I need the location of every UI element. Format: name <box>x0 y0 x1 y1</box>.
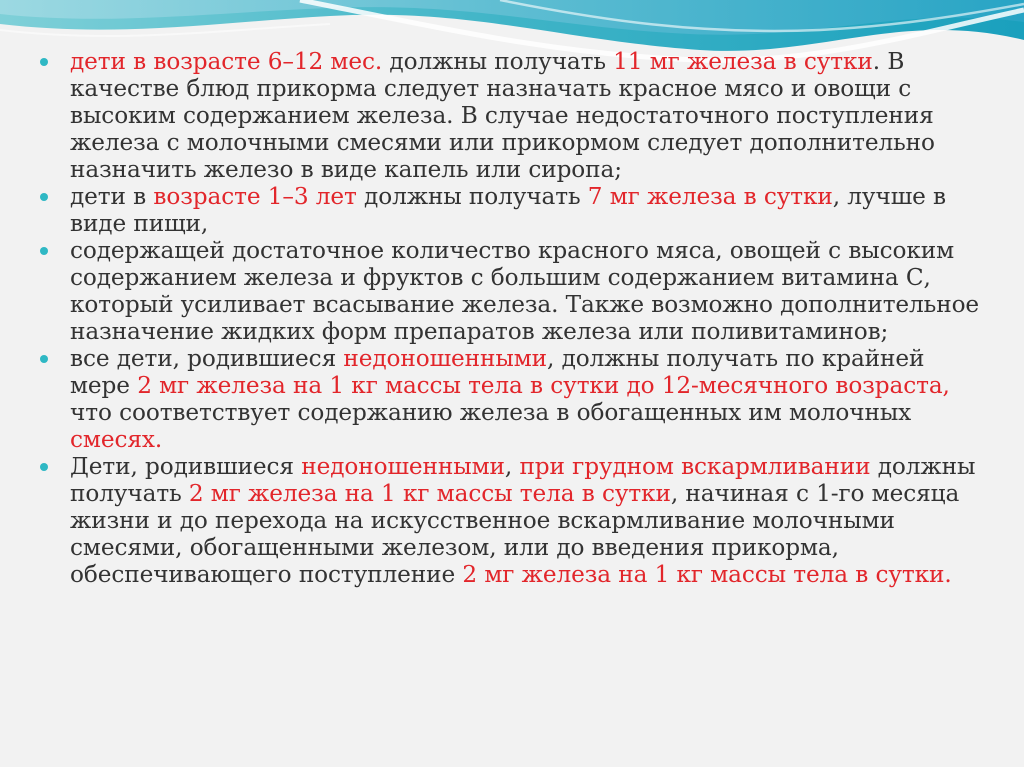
bullet-item <box>40 183 990 237</box>
highlighted-text: недоношенными <box>301 453 505 480</box>
highlighted-text: дети в возрасте 6–12 мес. <box>70 48 383 75</box>
bullet-text: , <box>504 453 520 480</box>
bullet-text: , начиная с 1-го месяца жизни и до перехода на искусственное вскармливание молочными смесями, обогащенными железом, или до введения прикорма, обеспечивающего поступление <box>70 480 960 588</box>
bullet-dot-icon <box>40 247 48 255</box>
bullet-text: должны получать <box>356 183 588 210</box>
bullet-dot-icon <box>40 463 48 471</box>
slide-content <box>40 48 990 588</box>
bullet-text: , лучше в виде пищи, <box>70 183 947 237</box>
highlighted-text: смесях. <box>70 426 163 453</box>
bullet-item <box>40 48 990 183</box>
highlighted-text: недоношенными <box>343 345 548 372</box>
bullet-text: . В качестве блюд прикорма следует назначать красное мясо и овощи с высоким содержанием железа. В случае недостаточного поступления железа с молочными смесями или прикормом следует дополнительно назначить железо в виде капель или сиропа; <box>70 48 935 183</box>
highlighted-text: 2 мг железа на 1 кг массы тела в сутки <box>188 480 671 507</box>
highlighted-text: 2 мг железа на 1 кг массы тела в сутки. <box>462 561 952 588</box>
bullet-dot-icon <box>40 355 48 363</box>
bullet-list <box>40 48 990 588</box>
bullet-item <box>40 453 990 588</box>
bullet-text: что соответствует содержанию железа в обогащенных им молочных <box>70 399 912 426</box>
highlighted-text: 2 мг железа на 1 кг массы тела в сутки до 12-месячного возраста, <box>137 372 950 399</box>
bullet-dot-icon <box>40 58 48 66</box>
bullet-item <box>40 237 990 345</box>
highlighted-text: 11 мг железа в сутки <box>613 48 873 75</box>
highlighted-text: при грудном вскармливании <box>519 453 871 480</box>
bullet-text: все дети, родившиеся <box>70 345 344 372</box>
bullet-dot-icon <box>40 193 48 201</box>
bullet-text: должны получать <box>70 453 976 507</box>
highlighted-text: возрасте 1–3 лет <box>153 183 357 210</box>
bullet-text: Дети, родившиеся <box>70 453 302 480</box>
bullet-text: , должны получать по крайней мере <box>70 345 925 399</box>
bullet-text: содержащей достаточное количество красного мяса, овощей с высоким содержанием железа и фруктов с большим содержанием витамина С, который усиливает всасывание железа. Также возможно дополнительное назначение жидких форм препаратов железа или поливитаминов; <box>70 237 980 345</box>
bullet-text: должны получать <box>382 48 614 75</box>
bullet-text: дети в <box>70 183 154 210</box>
bullet-item <box>40 345 990 453</box>
highlighted-text: 7 мг железа в сутки <box>587 183 833 210</box>
